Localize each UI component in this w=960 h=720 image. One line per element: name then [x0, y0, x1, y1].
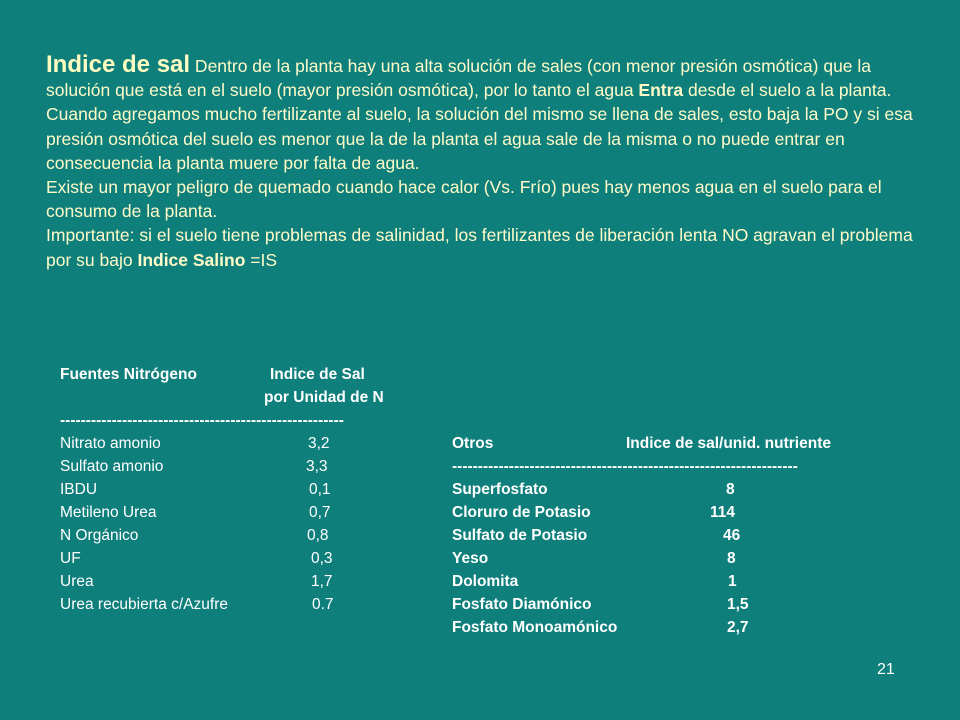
other-table-header: [452, 432, 872, 455]
nitrogen-header-sources: Fuentes Nitrógeno: [60, 366, 197, 383]
intro-emphasis-entra: Entra: [638, 80, 684, 101]
intro-paragraph-3: Existe un mayor peligro de quemado cuando hace calor (Vs. Frío) pues hay menos agua en el suelo para el consumo de la planta.: [46, 177, 882, 222]
intro-paragraph-2: Cuando agregamos mucho fertilizante al suelo, la solución del mismo se llena de sales, esto baja la PO y si esa presión osmótica del suelo es menor que la de la planta el agua sale de la misma o no puede entrar en consecuencia la planta muere por falta de agua.: [46, 104, 913, 173]
intro-text-2: desde el suelo a la planta.: [683, 80, 892, 101]
row-name: Nitrato amonio: [60, 435, 161, 452]
row-name: N Orgánico: [60, 527, 139, 544]
intro-text-1: Dentro de la planta hay una alta solución de sales (con menor presión osmótica) que la solución que está en el suelo (mayor presión osmótica), por lo tanto el agua: [46, 56, 872, 101]
row-name: Fosfato Diamónico: [452, 596, 592, 613]
page-number: 21: [877, 661, 895, 678]
table-row: [452, 547, 872, 570]
row-value: 8: [726, 481, 735, 498]
table-row: [452, 478, 872, 501]
row-value: 114: [710, 504, 736, 521]
table-row: [60, 570, 402, 593]
row-value: 2,7: [727, 619, 749, 636]
row-name: Urea recubierta c/Azufre: [60, 596, 228, 613]
row-name: Sulfato de Potasio: [452, 527, 588, 544]
other-header-salt-index: Indice de sal/unid. nutriente: [626, 435, 831, 452]
row-value: 3,3: [306, 458, 328, 475]
section-heading: Indice de sal: [46, 51, 191, 78]
row-name: UF: [60, 550, 81, 567]
row-value: 1,7: [311, 573, 333, 590]
other-header-sources: Otros: [452, 435, 494, 452]
table-row: [60, 524, 402, 547]
intro-text-block: [46, 53, 926, 272]
row-value: 46: [723, 527, 741, 544]
nitrogen-header-salt-index: Indice de Sal: [270, 366, 365, 383]
table-row: [60, 593, 402, 616]
row-name: Dolomita: [452, 573, 519, 590]
row-name: Urea: [60, 573, 94, 590]
row-value: 0,7: [309, 504, 331, 521]
other-sources-table: [452, 432, 872, 639]
row-name: Sulfato amonio: [60, 458, 164, 475]
intro-paragraph-4-start: Importante: si el suelo tiene problemas de salinidad, los fertilizantes de liberación lenta NO agravan el problema por su bajo: [46, 225, 913, 270]
intro-paragraph-1: [46, 53, 926, 102]
row-value: 1,5: [727, 596, 749, 613]
intro-paragraph-4-end: =IS: [245, 249, 278, 270]
table-row: [452, 616, 872, 639]
nitrogen-sources-table: [60, 363, 402, 616]
row-value: 3,2: [308, 435, 330, 452]
row-value: 0.7: [312, 596, 334, 613]
intro-emphasis-indice-salino: Indice Salino: [137, 249, 246, 270]
nitrogen-header-per-unit: por Unidad de N: [264, 389, 384, 406]
table-row: [60, 547, 402, 570]
row-name: IBDU: [60, 481, 98, 498]
row-value: 1: [728, 573, 737, 590]
row-name: Fosfato Monoamónico: [452, 619, 618, 636]
table-row: [60, 478, 402, 501]
table-row: [452, 570, 872, 593]
nitrogen-table-header-line2: [60, 386, 402, 409]
table-row: [60, 455, 402, 478]
other-table-separator: -------------------------------------------------------------------: [452, 458, 798, 475]
table-row: [452, 501, 872, 524]
intro-paragraph-4: [46, 223, 926, 271]
row-name: Metileno Urea: [60, 504, 157, 521]
row-value: 0,1: [309, 481, 331, 498]
nitrogen-table-separator: -------------------------------------------------------: [60, 412, 344, 429]
table-row: [452, 593, 872, 616]
row-value: 0,3: [311, 550, 333, 567]
row-value: 8: [727, 550, 736, 567]
table-row: [452, 524, 872, 547]
nitrogen-table-header: [60, 363, 402, 386]
row-name: Superfosfato: [452, 481, 548, 498]
table-row: [60, 501, 402, 524]
row-name: Cloruro de Potasio: [452, 504, 591, 521]
row-name: Yeso: [452, 550, 489, 567]
row-value: 0,8: [307, 527, 329, 544]
table-row: [60, 432, 402, 455]
